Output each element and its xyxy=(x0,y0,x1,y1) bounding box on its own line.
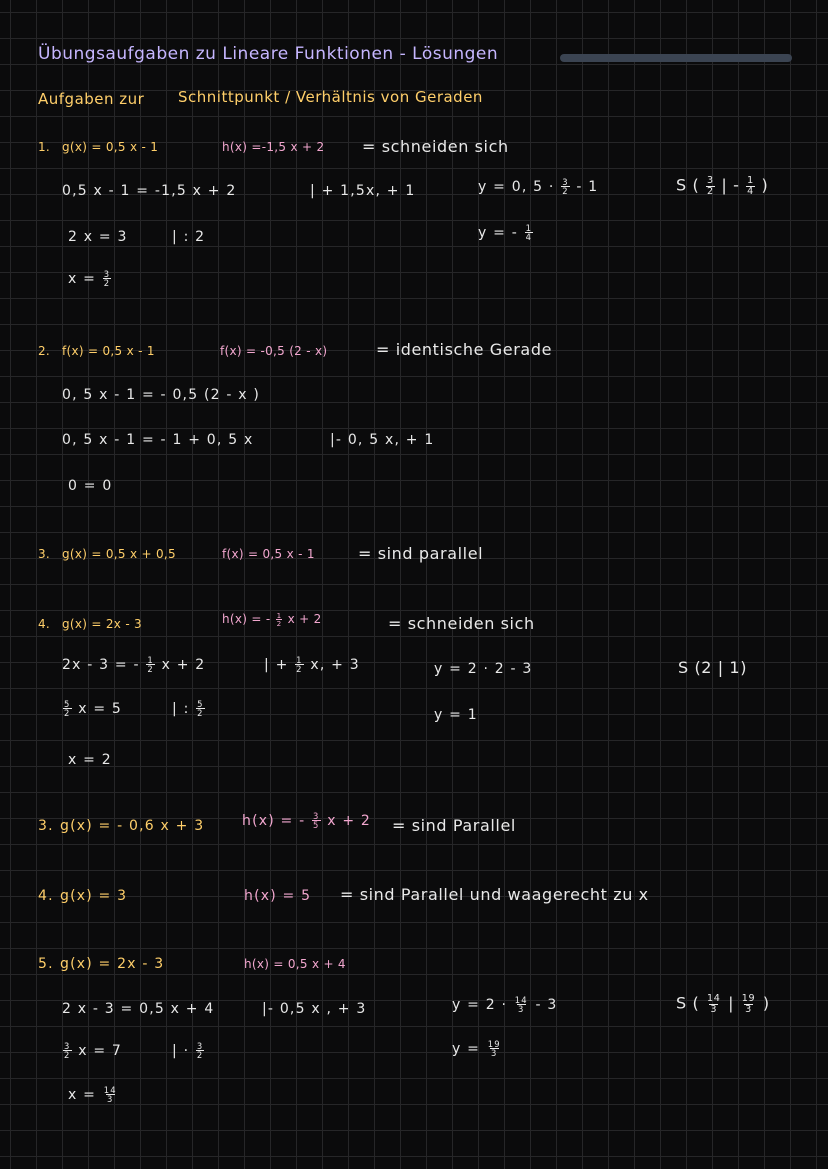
task5-equation-line2 xyxy=(62,1042,122,1060)
fraction-numerator: 19 xyxy=(487,1039,501,1049)
task1-intersection-point xyxy=(676,176,768,196)
fraction-denominator: 2 xyxy=(196,1050,204,1061)
fraction-numerator: 3 xyxy=(562,177,569,187)
task2-number: 2. xyxy=(38,344,51,358)
task4a-y-calc: y = 2 · 2 - 3 xyxy=(434,661,533,677)
task1-g-function: g(x) = 0,5 x - 1 xyxy=(62,140,159,154)
fraction-numerator: 1 xyxy=(276,611,282,620)
task3a-result: = sind parallel xyxy=(358,544,484,563)
fraction-numerator: 3 xyxy=(706,175,714,186)
operation-prefix: | : xyxy=(172,700,190,717)
task5-x-result xyxy=(68,1086,119,1104)
fraction-denominator: 2 xyxy=(197,708,204,719)
task4b-g-function: g(x) = 3 xyxy=(60,888,128,904)
equation-fraction xyxy=(63,700,72,718)
title-underline-bar xyxy=(560,54,792,62)
fraction-numerator: 5 xyxy=(197,699,204,709)
task3b-result: = sind Parallel xyxy=(392,816,516,835)
task3b-g-function: g(x) = - 0,6 x + 3 xyxy=(60,818,205,834)
equation-fraction xyxy=(146,656,155,674)
fraction-numerator: 1 xyxy=(296,655,303,665)
fraction-denominator: 2 xyxy=(64,1050,71,1061)
point-separator: | xyxy=(728,993,735,1013)
task4a-equation-line2 xyxy=(62,700,122,718)
fraction-denominator: 2 xyxy=(706,185,714,197)
y-calc-prefix: y = 2 · xyxy=(452,996,508,1013)
fraction-denominator: 3 xyxy=(710,1003,718,1015)
point-y-fraction xyxy=(741,994,756,1014)
equation-fraction xyxy=(63,1042,72,1060)
h-suffix: x + 2 xyxy=(287,612,322,627)
task5-operation-line1: |- 0,5 x , + 3 xyxy=(262,1001,367,1017)
task4a-h-function xyxy=(222,612,322,627)
point-separator: | - xyxy=(721,175,740,195)
task1-y-calc-fraction xyxy=(561,178,570,196)
point-prefix: S ( xyxy=(676,993,700,1013)
operation-fraction xyxy=(295,656,304,674)
task2-f1-function: f(x) = 0,5 x - 1 xyxy=(62,344,155,358)
task4a-equation-line1 xyxy=(62,656,205,674)
task3a-f-function: f(x) = 0,5 x - 1 xyxy=(222,547,315,561)
task5-intersection-point xyxy=(676,994,770,1014)
equation-suffix: x = 5 xyxy=(78,700,123,717)
fraction-numerator: 3 xyxy=(64,1041,71,1051)
fraction-numerator: 3 xyxy=(313,811,320,821)
y-result-fraction xyxy=(487,1040,502,1058)
task1-x-result xyxy=(68,270,112,288)
fraction-numerator: 14 xyxy=(514,995,528,1005)
fraction-numerator: 1 xyxy=(147,655,154,665)
task5-operation-line2 xyxy=(172,1042,205,1060)
h-prefix: h(x) = - xyxy=(242,812,306,829)
task1-y-calc-prefix: y = 0, 5 · xyxy=(478,178,555,195)
point-x-fraction xyxy=(706,994,721,1014)
fraction-denominator: 3 xyxy=(518,1004,525,1015)
task3b-number: 3. xyxy=(38,818,54,834)
operation-suffix: x, + 3 xyxy=(310,656,360,673)
task2-result: = identische Gerade xyxy=(376,340,553,359)
fraction-denominator: 2 xyxy=(276,619,282,629)
task5-g-function: g(x) = 2x - 3 xyxy=(60,956,165,972)
task4a-x-result: x = 2 xyxy=(68,752,112,768)
task1-y-calc-suffix: - 1 xyxy=(576,178,599,195)
y-result-fraction xyxy=(525,224,534,242)
operation-prefix: | + xyxy=(264,656,289,673)
fraction-denominator: 2 xyxy=(147,664,154,675)
fraction-denominator: 4 xyxy=(747,185,754,197)
task4a-result: = schneiden sich xyxy=(388,614,535,633)
fraction-denominator: 3 xyxy=(745,1003,752,1015)
task5-y-result xyxy=(452,1040,503,1058)
task4a-g-function: g(x) = 2x - 3 xyxy=(62,617,142,631)
fraction-denominator: 4 xyxy=(525,232,533,243)
fraction-denominator: 2 xyxy=(562,186,569,197)
task1-equation-line2: 2 x = 3 xyxy=(68,229,128,245)
subtitle-topic: Schnittpunkt / Verhältnis von Geraden xyxy=(178,88,483,106)
fraction-numerator: 5 xyxy=(64,699,71,709)
fraction-numerator: 3 xyxy=(196,1041,204,1051)
task1-number: 1. xyxy=(38,140,51,154)
task1-y-calc xyxy=(478,178,598,196)
task1-h-function: h(x) =-1,5 x + 2 xyxy=(222,140,325,154)
fraction-denominator: 2 xyxy=(64,708,71,719)
point-prefix: S ( xyxy=(676,175,700,195)
task5-h-function: h(x) = 0,5 x + 4 xyxy=(244,957,346,971)
equation-prefix: 2x - 3 = - xyxy=(62,656,140,673)
page-title: Übungsaufgaben zu Lineare Funktionen - Lösungen xyxy=(38,44,499,64)
y-calc-fraction xyxy=(514,996,529,1014)
x-result-fraction xyxy=(103,270,112,288)
task4a-intersection-point: S (2 | 1) xyxy=(678,658,748,677)
task1-operation-line1: | + 1,5x, + 1 xyxy=(310,183,416,199)
fraction-numerator: 14 xyxy=(706,993,721,1004)
task5-y-calc xyxy=(452,996,558,1014)
operation-prefix: | · xyxy=(172,1042,190,1059)
fraction-denominator: 3 xyxy=(107,1094,114,1105)
task2-equation-line1: 0, 5 x - 1 = - 0,5 (2 - x ) xyxy=(62,387,261,403)
h-prefix: h(x) = - xyxy=(222,612,271,627)
task3a-g-function: g(x) = 0,5 x + 0,5 xyxy=(62,547,176,561)
equation-suffix: x + 2 xyxy=(161,656,206,673)
fraction-numerator: 14 xyxy=(103,1085,117,1095)
fraction-denominator: 5 xyxy=(313,820,320,831)
task4b-result: = sind Parallel und waagerecht zu x xyxy=(340,885,649,904)
task4b-number: 4. xyxy=(38,888,54,904)
point-suffix: ) xyxy=(761,175,769,195)
task5-equation-line1: 2 x - 3 = 0,5 x + 4 xyxy=(62,1001,215,1017)
task2-equation-line3: 0 = 0 xyxy=(68,478,113,494)
fraction-denominator: 2 xyxy=(296,664,303,675)
task4a-operation-line2 xyxy=(172,700,206,718)
equation-suffix: x = 7 xyxy=(78,1042,123,1059)
h-fraction xyxy=(276,612,283,627)
y-calc-suffix: - 3 xyxy=(535,996,558,1013)
operation-fraction xyxy=(196,1042,205,1060)
y-result-prefix: y = - xyxy=(478,224,518,241)
subtitle-prefix: Aufgaben zur xyxy=(38,90,145,108)
task1-result: = schneiden sich xyxy=(362,137,509,156)
fraction-denominator: 3 xyxy=(491,1048,498,1059)
task4a-operation-line1 xyxy=(264,656,360,674)
operation-fraction xyxy=(196,700,205,718)
task2-operation-line2: |- 0, 5 x, + 1 xyxy=(330,432,435,448)
task3a-number: 3. xyxy=(38,547,51,561)
fraction-numerator: 19 xyxy=(741,993,756,1004)
task1-y-result xyxy=(478,224,534,242)
y-result-prefix: y = xyxy=(452,1040,481,1057)
task4a-y-result: y = 1 xyxy=(434,707,478,723)
fraction-numerator: 3 xyxy=(103,269,111,279)
task4a-number: 4. xyxy=(38,617,51,631)
task4b-h-function: h(x) = 5 xyxy=(244,888,312,904)
task1-equation-line1: 0,5 x - 1 = -1,5 x + 2 xyxy=(62,183,237,199)
task3b-h-function xyxy=(242,812,371,830)
x-result-prefix: x = xyxy=(68,1086,97,1103)
x-result-prefix: x = xyxy=(68,270,97,287)
h-fraction xyxy=(312,812,321,830)
fraction-numerator: 1 xyxy=(525,223,533,233)
x-result-fraction xyxy=(103,1086,118,1104)
task1-operation-line2: | : 2 xyxy=(172,229,206,245)
task2-equation-line2: 0, 5 x - 1 = - 1 + 0, 5 x xyxy=(62,432,254,448)
h-suffix: x + 2 xyxy=(327,812,372,829)
point-suffix: ) xyxy=(762,993,770,1013)
point-y-fraction xyxy=(746,176,755,196)
task5-number: 5. xyxy=(38,956,54,972)
fraction-denominator: 2 xyxy=(103,278,111,289)
task2-f2-function: f(x) = -0,5 (2 - x) xyxy=(220,344,328,358)
point-x-fraction xyxy=(706,176,715,196)
fraction-numerator: 1 xyxy=(747,175,754,186)
